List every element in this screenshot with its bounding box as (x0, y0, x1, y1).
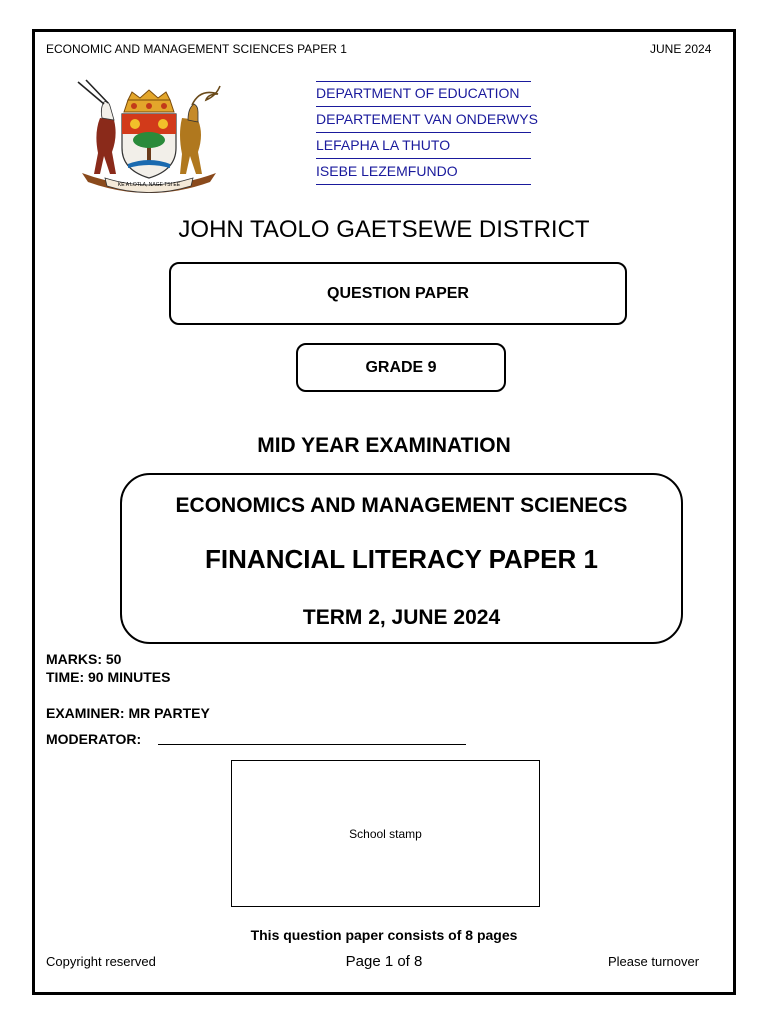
footer-turnover: Please turnover (608, 954, 700, 969)
header-paper-title: ECONOMIC AND MANAGEMENT SCIENCES PAPER 1 (46, 42, 347, 56)
subject-name: ECONOMICS AND MANAGEMENT SCIENECS (175, 494, 628, 517)
divider (316, 106, 531, 107)
school-stamp-label: School stamp (349, 826, 422, 841)
term-date: TERM 2, JUNE 2024 (302, 606, 501, 629)
moderator-label: MODERATOR: (46, 731, 142, 747)
department-name: LEFAPHA LA THUTO (316, 137, 451, 153)
coat-of-arms-icon (70, 78, 228, 196)
divider (316, 81, 531, 82)
header-date: JUNE 2024 (650, 42, 712, 56)
time-text: TIME: 90 MINUTES (46, 669, 171, 685)
grade-box (296, 343, 506, 392)
footer-copyright: Copyright reserved (46, 954, 156, 969)
footer-page-number: Page 1 of 8 (345, 953, 423, 970)
question-paper-label: QUESTION PAPER (327, 284, 469, 302)
svg-text:KE A LOTLA, NAGE TSI EE: KE A LOTLA, NAGE TSI EE (117, 182, 181, 188)
moderator-blank-line (158, 744, 466, 745)
marks-text: MARKS: 50 (46, 651, 122, 667)
district-name: JOHN TAOLO GAETSEWE DISTRICT (178, 216, 590, 243)
page-count-note: This question paper consists of 8 pages (250, 927, 518, 943)
divider (316, 184, 531, 185)
examiner-text: EXAMINER: MR PARTEY (46, 705, 210, 721)
department-name: ISEBE LEZEMFUNDO (316, 163, 458, 179)
divider (316, 132, 531, 133)
school-stamp-box (231, 760, 540, 907)
department-name: DEPARTEMENT VAN ONDERWYS (316, 111, 538, 127)
divider (316, 158, 531, 159)
paper-title: FINANCIAL LITERACY PAPER 1 (205, 544, 598, 574)
question-paper-box (169, 262, 627, 325)
department-name: DEPARTMENT OF EDUCATION (316, 85, 520, 101)
exam-title: MID YEAR EXAMINATION (257, 434, 511, 457)
grade-label: GRADE 9 (365, 358, 437, 376)
